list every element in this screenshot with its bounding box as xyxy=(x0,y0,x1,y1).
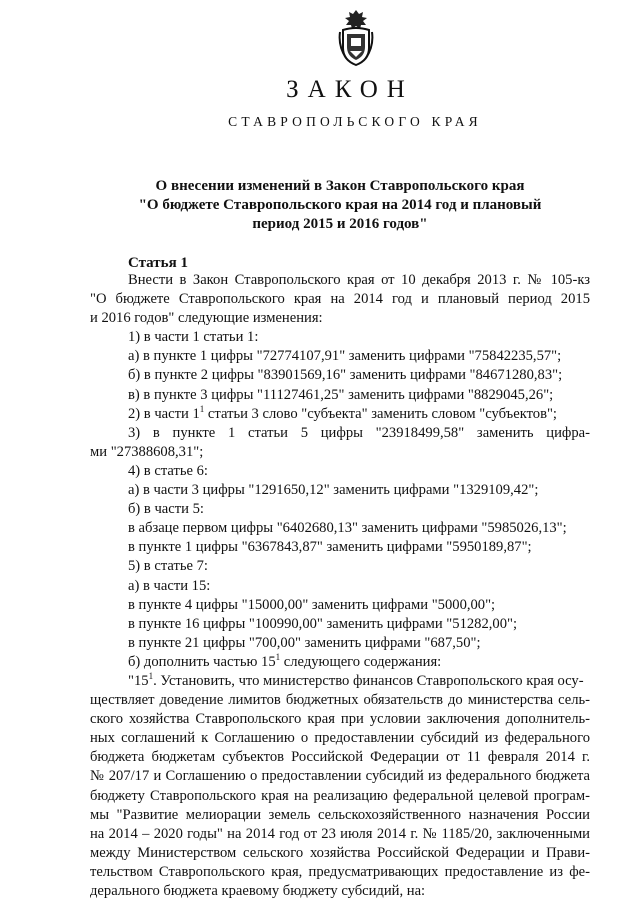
superscript: 1 xyxy=(275,652,281,663)
text-line: Внести в Закон Ставропольского края от 10 декабря 2013 г. № 105-кз xyxy=(128,272,590,288)
region-name: СТАВРОПОЛЬСКОГО КРАЯ xyxy=(228,114,482,129)
text-line: бюджету Ставропольского края на реализацию федеральной целевой програм- xyxy=(90,787,590,804)
text-line: в пункте 16 цифры "100990,00" заменить цифрами "51282,00"; xyxy=(128,615,518,632)
text-fragment: . Установить, что министерство финансов Ставропольского края осу- xyxy=(153,672,584,689)
text-line: бюджета бюджетам субъектов Российской Федерации от 11 февраля 2014 г. xyxy=(90,749,590,766)
law-heading xyxy=(90,177,590,234)
text-line: 5) в статье 7: xyxy=(128,558,208,575)
text-line: в абзаце первом цифры "6402680,13" заменить цифрами "5985026,13"; xyxy=(128,520,567,537)
text-line: а) в части 15: xyxy=(128,577,211,594)
text-line: дерального бюджета краевому бюджету субсидий, на: xyxy=(90,883,426,899)
coat-of-arms-icon xyxy=(337,8,375,68)
text-line: тельством Ставропольского края, предусматривающих предоставление из фе- xyxy=(90,863,590,880)
text-line: в) в пункте 3 цифры "11127461,25" заменить цифрами "8829045,26"; xyxy=(128,386,554,403)
text-fragment: 2) в части 1 xyxy=(128,405,200,422)
text-line: б) в части 5: xyxy=(128,501,204,518)
superscript: 1 xyxy=(148,671,154,682)
article-body xyxy=(90,271,590,901)
text-line: между Министерством сельского хозяйства Российской Федерации и Прави- xyxy=(90,844,590,861)
text-line xyxy=(90,653,590,672)
text-line: ных соглашений к Соглашению о предоставлении субсидий из федерального xyxy=(90,730,590,747)
text-line: в пункте 4 цифры "15000,00" заменить цифрами "5000,00"; xyxy=(128,596,496,613)
law-title: ЗАКОН xyxy=(286,76,414,103)
text-fragment: статьи 3 слово "субъекта" заменить словом "субъектов"; xyxy=(204,405,557,422)
text-line: 3) в пункте 1 статьи 5 цифры "23918499,58" заменить цифра- xyxy=(128,424,590,441)
text-line: ми "27388608,31"; xyxy=(90,443,204,460)
heading-line: период 2015 и 2016 годов" xyxy=(252,216,428,232)
text-line: мы "Развитие мелиорации земель сельскохозяйственного назначения России xyxy=(90,806,590,823)
text-line: а) в части 3 цифры "1291650,12" заменить цифрами "1329109,42"; xyxy=(128,482,539,499)
article-title: Статья 1 xyxy=(128,255,188,271)
heading-line: О внесении изменений в Закон Ставропольского края xyxy=(155,178,525,194)
text-fragment: б) дополнить частью 15 xyxy=(128,653,276,670)
text-line: и 2016 годов" следующие изменения: xyxy=(90,310,323,327)
text-line: 1) в части 1 статьи 1: xyxy=(128,329,259,346)
text-line: "О бюджете Ставропольского края на 2014 год и плановый период 2015 xyxy=(90,291,590,308)
text-line: б) в пункте 2 цифры "83901569,16" заменить цифрами "84671280,83"; xyxy=(128,367,563,384)
text-line: 4) в статье 6: xyxy=(128,462,208,479)
text-line: ского хозяйства Ставропольского края при условии заключения дополнитель- xyxy=(90,711,590,728)
text-line: а) в пункте 1 цифры "72774107,91" заменить цифрами "75842235,57"; xyxy=(128,348,562,365)
text-line xyxy=(90,672,590,691)
text-fragment: "15 xyxy=(128,672,149,689)
text-line: на 2014 – 2020 годы" на 2014 год от 23 июля 2014 г. № 1185/20, заключенными xyxy=(90,825,590,842)
text-line xyxy=(90,405,590,424)
text-line: № 207/17 и Соглашению о предоставлении субсидий из федерального бюджета xyxy=(90,768,590,785)
text-fragment: следующего содержания: xyxy=(280,653,442,670)
heading-line: "О бюджете Ставропольского края на 2014 год и плановый xyxy=(138,197,542,213)
text-line: ществляет доведение лимитов бюджетных обязательств до министерства сель- xyxy=(90,692,590,709)
superscript: 1 xyxy=(199,403,205,414)
text-line: в пункте 1 цифры "6367843,87" заменить цифрами "5950189,87"; xyxy=(128,539,532,556)
text-line: в пункте 21 цифры "700,00" заменить цифрами "687,50"; xyxy=(128,634,481,651)
